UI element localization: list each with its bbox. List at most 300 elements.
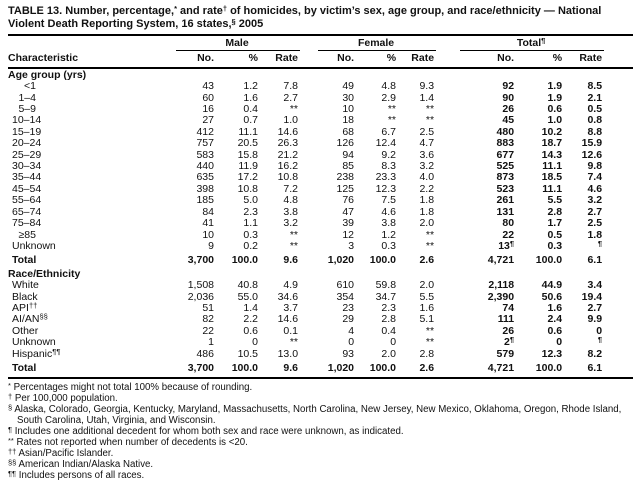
value-cell: 3.2: [283, 217, 299, 230]
value-cell: 0.6: [243, 324, 258, 337]
value-cell: 0.3: [381, 239, 397, 252]
value-cell: 1.2: [381, 228, 397, 241]
value-cell: 0.6: [547, 103, 563, 116]
table-row: [8, 218, 633, 229]
row-label: Total: [8, 360, 176, 378]
table-row: [8, 104, 633, 115]
value-cell: 635: [196, 171, 214, 184]
value-cell: 261: [496, 194, 515, 207]
value-cell: 34.6: [277, 290, 299, 303]
value-cell: 4,721: [460, 360, 516, 378]
table-header: [8, 35, 633, 68]
section-heading: Race/Ethnicity: [8, 267, 81, 280]
value-cell: 100.0: [516, 360, 564, 378]
row-label: Hispanic¶¶: [12, 346, 61, 360]
value-cell: 1.6: [243, 91, 258, 104]
value-cell: 0: [252, 336, 258, 349]
value-cell: 7.2: [283, 182, 299, 195]
column-gap: [300, 138, 318, 149]
value-cell: 60: [202, 91, 214, 104]
value-cell: 74: [502, 301, 515, 314]
value-cell: 59.8: [375, 279, 397, 292]
value-cell: 26: [502, 103, 515, 116]
value-cell: 10.2: [541, 125, 563, 138]
column-gap: [604, 184, 633, 195]
row-label: [8, 81, 176, 92]
column-gap: [300, 127, 318, 138]
value-cell: 51: [202, 301, 214, 314]
column-gap: [604, 207, 633, 218]
column-gap: [436, 35, 460, 51]
value-cell: 2¶: [504, 335, 515, 349]
value-cell: 11.9: [238, 160, 258, 173]
value-cell: 8.5: [587, 80, 603, 93]
value-cell: 29: [342, 313, 355, 326]
value-cell: 2.3: [243, 205, 258, 218]
value-cell: 2.8: [419, 347, 435, 360]
value-cell: 47: [342, 205, 355, 218]
table-body: [8, 68, 633, 379]
column-gap: [436, 314, 460, 325]
value-cell: **: [289, 336, 299, 349]
value-cell: 12.4: [375, 137, 397, 150]
age-range-label: 30–34: [12, 160, 42, 173]
value-cell: **: [387, 114, 397, 127]
value-cell: 1.0: [283, 114, 299, 127]
column-gap: [604, 172, 633, 183]
column-gap: [604, 150, 633, 161]
column-gap: [436, 252, 460, 266]
age-range-label: 75–84: [12, 217, 42, 230]
value-cell: 23: [342, 301, 355, 314]
row-label: Black: [12, 290, 38, 303]
value-cell: 2,390: [487, 290, 515, 303]
value-cell: 3.7: [283, 301, 299, 314]
homicides-table: [8, 34, 633, 379]
male-no-header: No.: [176, 51, 216, 68]
column-gap: [604, 195, 633, 206]
section-heading: Age group (yrs): [8, 68, 87, 81]
value-cell: 1.4: [419, 91, 435, 104]
value-cell: 1.6: [547, 301, 563, 314]
value-cell: 3: [348, 239, 355, 252]
value-cell: 9.6: [283, 254, 299, 267]
column-gap: [436, 280, 460, 291]
value-cell: 0.6: [547, 324, 563, 337]
column-gap: [604, 337, 633, 348]
value-cell: 11.1: [542, 160, 563, 173]
value-cell: ¶: [597, 335, 603, 345]
column-gap: [300, 360, 318, 378]
value-cell: 1: [208, 336, 214, 349]
table-row: [8, 172, 633, 183]
value-cell: 27: [202, 114, 214, 127]
column-gap: [604, 360, 633, 378]
value-cell: 18.5: [541, 171, 563, 184]
column-gap: [300, 280, 318, 291]
column-gap: [436, 337, 460, 348]
value-cell: 18: [342, 114, 355, 127]
value-cell: 2.7: [587, 301, 603, 314]
female-pct-header: %: [356, 51, 398, 68]
value-cell: **: [425, 324, 435, 337]
column-gap: [436, 104, 460, 115]
age-range-label: 10–14: [12, 114, 42, 127]
column-gap: [300, 184, 318, 195]
value-cell: 0.8: [587, 114, 603, 127]
row-label: [8, 195, 176, 206]
table-row: [8, 280, 633, 291]
column-gap: [300, 161, 318, 172]
table-row: [8, 207, 633, 218]
value-cell: 40.8: [237, 279, 258, 292]
column-gap: [300, 35, 318, 51]
age-range-label: 45–54: [12, 182, 42, 195]
age-range-label: 5–9: [18, 103, 36, 116]
total-pct-header: %: [516, 51, 564, 68]
value-cell: 14.3: [541, 148, 563, 161]
value-cell: 4.7: [419, 137, 435, 150]
column-gap: [604, 104, 633, 115]
age-range-label: 15–19: [12, 125, 42, 138]
column-gap: [604, 230, 633, 241]
value-cell: 6.1: [587, 254, 603, 267]
value-cell: 757: [196, 137, 214, 150]
column-gap: [436, 292, 460, 303]
footnote-marker: †: [8, 391, 13, 401]
value-cell: 2.7: [283, 91, 299, 104]
value-cell: 10.8: [237, 182, 258, 195]
value-cell: 4: [348, 324, 355, 337]
value-cell: 15.9: [581, 137, 603, 150]
table-row: [8, 337, 633, 348]
value-cell: 2.8: [547, 205, 563, 218]
group-header-total: Total¶: [460, 35, 604, 51]
value-cell: 0: [390, 336, 397, 349]
value-cell: 0.4: [381, 324, 397, 337]
female-rate-header: Rate: [398, 51, 436, 68]
value-cell: 0.5: [547, 228, 563, 241]
age-range-label: 20–24: [12, 137, 42, 150]
value-cell: 10: [202, 228, 214, 241]
value-cell: 76: [342, 194, 355, 207]
total-row: [8, 252, 633, 266]
value-cell: 15.8: [237, 148, 258, 161]
group-header-male: Male: [176, 35, 300, 51]
value-cell: 677: [496, 148, 515, 161]
value-cell: 14.6: [277, 313, 299, 326]
value-cell: 9.6: [260, 360, 300, 378]
value-cell: 10.5: [237, 347, 258, 360]
column-gap: [300, 104, 318, 115]
value-cell: 8.3: [381, 160, 397, 173]
column-gap: [436, 172, 460, 183]
table-row: [8, 161, 633, 172]
value-cell: 610: [336, 279, 355, 292]
column-gap: [604, 252, 633, 266]
column-gap: [300, 207, 318, 218]
column-gap: [436, 115, 460, 126]
value-cell: 398: [196, 182, 214, 195]
value-cell: 44.9: [541, 279, 563, 292]
value-cell: 1.8: [419, 194, 435, 207]
row-label: Total: [12, 254, 37, 267]
value-cell: 7.8: [283, 80, 299, 93]
footnote-marker: ¶: [8, 424, 13, 434]
column-gap: [436, 127, 460, 138]
table-row: [8, 195, 633, 206]
table-row: [8, 230, 633, 241]
column-gap: [436, 360, 460, 378]
table-row: [8, 303, 633, 314]
footnote: ¶¶ Includes persons of all races.: [8, 468, 145, 481]
column-gap: [300, 93, 318, 104]
value-cell: 23.3: [375, 171, 397, 184]
table-row: [8, 241, 633, 252]
value-cell: 3.8: [283, 205, 299, 218]
row-label: Unknown: [12, 239, 56, 252]
value-cell: 2,118: [488, 279, 515, 292]
column-gap: [604, 161, 633, 172]
column-gap: [300, 115, 318, 126]
value-cell: 3,700: [176, 360, 216, 378]
value-cell: 100.0: [231, 254, 258, 267]
value-cell: 2.5: [587, 217, 603, 230]
value-cell: 34.7: [375, 290, 397, 303]
value-cell: 2.8: [381, 313, 397, 326]
value-cell: 4.8: [283, 194, 299, 207]
row-label: Other: [12, 324, 39, 337]
value-cell: 20.5: [237, 137, 258, 150]
age-range-label: 55–64: [12, 194, 42, 207]
column-gap: [436, 138, 460, 149]
value-cell: 82: [202, 313, 214, 326]
column-gap: [436, 195, 460, 206]
age-range-label: <1: [24, 80, 36, 93]
value-cell: 111: [497, 313, 515, 326]
value-cell: 3.8: [381, 217, 397, 230]
value-cell: 16.2: [277, 160, 299, 173]
value-cell: 12.3: [375, 182, 397, 195]
value-cell: 9.8: [587, 160, 603, 173]
value-cell: 6.7: [381, 125, 397, 138]
value-cell: 354: [336, 290, 355, 303]
value-cell: 4.6: [587, 182, 603, 195]
value-cell: 0.1: [283, 324, 299, 337]
male-pct-header: %: [216, 51, 260, 68]
value-cell: 579: [496, 347, 515, 360]
value-cell: 21.2: [277, 148, 299, 161]
column-gap: [300, 337, 318, 348]
column-gap: [604, 127, 633, 138]
value-cell: 93: [342, 347, 355, 360]
value-cell: 18.7: [541, 137, 563, 150]
value-cell: 9.9: [587, 313, 603, 326]
value-cell: **: [425, 228, 435, 241]
table-row: [8, 314, 633, 325]
value-cell: 0.2: [243, 239, 258, 252]
table-title: TABLE 13. Number, percentage,* and rate† of homicides, by victim’s sex, age group, and race/ethnicity — National Violent Death Reporting System, 16 states,§ 2005: [8, 4, 602, 30]
column-gap: [604, 349, 633, 360]
value-cell: 100.0: [356, 360, 398, 378]
value-cell: 0: [556, 336, 563, 349]
column-gap: [604, 218, 633, 229]
value-cell: 1.9: [547, 91, 563, 104]
value-cell: 17.2: [237, 171, 258, 184]
column-gap: [300, 195, 318, 206]
value-cell: 583: [196, 148, 214, 161]
value-cell: 440: [196, 160, 214, 173]
total-no-header: No.: [460, 51, 516, 68]
value-cell: 100.0: [369, 254, 397, 267]
value-cell: 2.2: [419, 182, 435, 195]
value-cell: 26.3: [277, 137, 299, 150]
footnote-marker: **: [8, 435, 14, 445]
male-rate-header: Rate: [260, 51, 300, 68]
value-cell: 0.7: [243, 114, 258, 127]
table-row: [8, 150, 633, 161]
column-gap: [436, 207, 460, 218]
column-gap: [436, 184, 460, 195]
value-cell: 3.4: [587, 279, 603, 292]
value-cell: 480: [496, 125, 515, 138]
column-gap: [604, 93, 633, 104]
value-cell: 5.1: [419, 313, 435, 326]
footnote: ** Rates not reported when number of decedents is <20.: [8, 435, 248, 449]
value-cell: 2.1: [587, 91, 603, 104]
value-cell: 7.5: [381, 194, 397, 207]
column-gap: [604, 314, 633, 325]
section-heading-row: [8, 267, 633, 280]
value-cell: **: [289, 103, 299, 116]
table-row: [8, 326, 633, 337]
value-cell: 2.7: [587, 205, 603, 218]
row-label: [8, 138, 176, 149]
age-range-label: 1–4: [18, 91, 36, 104]
value-cell: 50.6: [541, 290, 563, 303]
value-cell: 0: [348, 336, 355, 349]
value-cell: 1.0: [547, 114, 563, 127]
value-cell: 68: [342, 125, 355, 138]
column-gap: [300, 172, 318, 183]
group-header-spacer: [8, 35, 176, 51]
age-range-label: ≥85: [18, 228, 36, 241]
value-cell: 4.6: [381, 205, 397, 218]
value-cell: 2.6: [419, 254, 435, 267]
value-cell: 6.1: [564, 360, 604, 378]
value-cell: 11.1: [542, 182, 563, 195]
column-gap: [604, 35, 633, 51]
footnote-marker: ††: [8, 446, 17, 456]
value-cell: 8.2: [587, 347, 603, 360]
column-gap: [436, 349, 460, 360]
column-header-row: [8, 51, 633, 68]
value-cell: 3,700: [187, 254, 214, 267]
female-no-header: No.: [318, 51, 356, 68]
value-cell: 5.5: [419, 290, 435, 303]
table-row: [8, 81, 633, 92]
value-cell: 80: [502, 217, 515, 230]
column-gap: [436, 241, 460, 252]
value-cell: 2.5: [419, 125, 435, 138]
column-gap: [300, 349, 318, 360]
value-cell: 45: [502, 114, 515, 127]
column-gap: [604, 280, 633, 291]
value-cell: 49: [342, 80, 355, 93]
column-gap: [436, 161, 460, 172]
value-cell: 26: [502, 324, 515, 337]
value-cell: 412: [196, 125, 214, 138]
value-cell: **: [425, 239, 435, 252]
value-cell: 14.6: [277, 125, 299, 138]
row-label: Unknown: [12, 336, 56, 349]
value-cell: 883: [496, 137, 515, 150]
value-cell: 2,036: [187, 290, 214, 303]
column-gap: [436, 326, 460, 337]
footnote-marker: *: [8, 380, 11, 390]
row-label: [8, 218, 176, 229]
value-cell: 0.4: [243, 103, 258, 116]
value-cell: 11.1: [238, 125, 258, 138]
value-cell: 1.6: [419, 301, 435, 314]
column-gap: [436, 51, 460, 68]
value-cell: 5.5: [547, 194, 563, 207]
total-row: [8, 360, 633, 378]
value-cell: 873: [496, 171, 515, 184]
column-gap: [436, 230, 460, 241]
footnote: § Alaska, Colorado, Georgia, Kentucky, Maryland, Massachusetts, North Carolina, New Jersey, New Mexico, Oklahoma, Oregon, Rhode Island, South Carolina, Utah, Virginia, and Wisconsin.: [8, 402, 622, 427]
value-cell: 2.0: [381, 347, 397, 360]
value-cell: 92: [502, 80, 515, 93]
value-cell: 2.0: [419, 217, 435, 230]
value-cell: 1.8: [419, 205, 435, 218]
value-cell: 2.9: [381, 91, 397, 104]
table-row: [8, 292, 633, 303]
value-cell: 5.0: [243, 194, 258, 207]
value-cell: 12.3: [541, 347, 563, 360]
value-cell: 4.8: [381, 80, 397, 93]
column-gap: [300, 218, 318, 229]
column-gap: [604, 326, 633, 337]
footnote-marker: ¶¶: [8, 468, 17, 478]
footnote: ¶ Includes one additional decedent for whom both sex and race were unknown, as indicated.: [8, 424, 404, 438]
value-cell: 9.3: [419, 80, 435, 93]
value-cell: 94: [342, 148, 355, 161]
column-gap: [300, 81, 318, 92]
value-cell: **: [289, 228, 299, 241]
column-gap: [604, 138, 633, 149]
value-cell: 3.2: [587, 194, 603, 207]
value-cell: 9: [208, 239, 214, 252]
column-gap: [604, 241, 633, 252]
value-cell: 1,020: [327, 254, 355, 267]
value-cell: 3.6: [419, 148, 435, 161]
column-gap: [300, 292, 318, 303]
table-row: [8, 184, 633, 195]
value-cell: 1.7: [547, 217, 563, 230]
value-cell: 126: [336, 137, 355, 150]
footnote: * Percentages might not total 100% because of rounding.: [8, 380, 253, 394]
value-cell: 13.0: [277, 347, 299, 360]
value-cell: 10: [342, 103, 355, 116]
table-row: [8, 138, 633, 149]
column-gap: [300, 314, 318, 325]
age-range-label: 25–29: [12, 148, 42, 161]
value-cell: 4,721: [487, 254, 515, 267]
column-gap: [300, 326, 318, 337]
column-gap: [300, 230, 318, 241]
value-cell: 2.3: [381, 301, 397, 314]
